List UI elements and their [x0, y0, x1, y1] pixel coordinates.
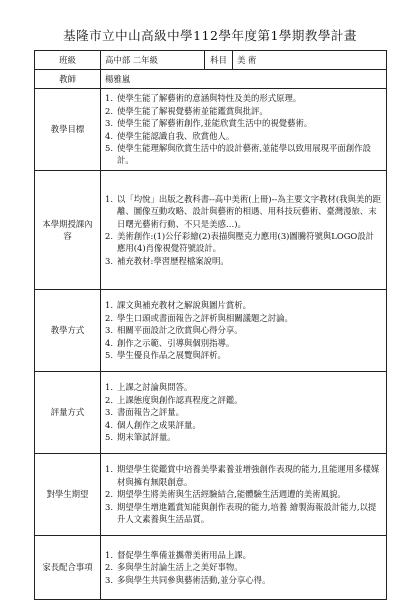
list-item — [105, 419, 382, 431]
section-label: 本學期授課內容 — [35, 171, 101, 290]
section-row — [35, 454, 387, 536]
item-number: 3. — [105, 325, 113, 336]
section-item-list — [105, 549, 382, 586]
item-text: 課文與補充教材之解說與圖片賞析。 — [117, 300, 251, 311]
list-item — [105, 501, 382, 526]
item-number: 2. — [105, 231, 113, 241]
section-label: 對學生期望 — [35, 454, 101, 536]
item-number: 1. — [105, 193, 113, 204]
list-item — [105, 337, 382, 349]
item-text: 使學生能認識自我、欣賞他人。 — [117, 130, 235, 141]
item-number: 5. — [105, 142, 113, 153]
item-text: 使學生能了解藝術的意涵與特性及美的形式原理。 — [117, 93, 302, 104]
list-item — [105, 230, 382, 255]
item-text: 個人創作之成果評量。 — [117, 419, 201, 430]
item-number: 2. — [105, 312, 113, 323]
item-number: 3. — [105, 118, 113, 129]
item-number: 1. — [105, 300, 113, 311]
list-item — [105, 463, 382, 488]
list-item — [105, 549, 382, 561]
teacher-row — [35, 70, 387, 89]
item-number: 2. — [105, 489, 113, 500]
item-text: 期望學生將美術與生活經驗結合,能體驗生活週遭的美術風貌。 — [117, 489, 346, 500]
section-content — [101, 372, 387, 454]
item-number: 3. — [105, 407, 113, 418]
list-item — [105, 431, 382, 443]
item-text: 多與學生討論生活上之美好事物。 — [117, 562, 243, 573]
item-text: 學生口頭或書面報告之評析與相關議題之討論。 — [117, 312, 293, 323]
item-text: 期望學生增進鑑賞知能與創作表現的能力,培養 繪製海報設計能力,以提升人文素養與生活品質。 — [117, 501, 377, 525]
section-row — [35, 290, 387, 372]
item-number: 4. — [105, 337, 113, 348]
item-number: 1. — [105, 382, 113, 393]
section-item-list — [105, 193, 382, 267]
teacher-value: 楊雅嵐 — [101, 70, 387, 89]
item-number: 2. — [105, 394, 113, 405]
section-label: 教學目標 — [35, 89, 101, 171]
list-item — [105, 299, 382, 311]
subject-label: 科目 — [205, 51, 233, 70]
item-text: 使學生能理解與欣賞生活中的設計藝術,並能學以致用展現平面創作設計。 — [117, 142, 371, 166]
list-item — [105, 488, 382, 500]
item-number: 1. — [105, 464, 113, 475]
item-text: 學生優良作品之展覽與評析。 — [117, 350, 226, 361]
item-number: 2. — [105, 105, 113, 116]
item-number: 4. — [105, 419, 113, 430]
section-row — [35, 171, 387, 290]
item-text: 補充教材:學習歷程檔案說明。 — [117, 255, 229, 266]
list-item — [105, 130, 382, 142]
item-text: 使學生能了解視覺藝術並能鑑賞與批評。 — [117, 105, 268, 116]
item-text: 書面報告之評量。 — [117, 407, 184, 418]
section-row — [35, 372, 387, 454]
list-item — [105, 349, 382, 361]
subject-value: 美 術 — [233, 51, 387, 70]
teaching-plan-table — [34, 50, 387, 600]
item-number: 5. — [105, 350, 113, 361]
section-item-list — [105, 463, 382, 525]
class-label: 班級 — [35, 51, 101, 70]
list-item — [105, 312, 382, 324]
item-number: 1. — [105, 93, 113, 104]
item-number: 4. — [105, 130, 113, 141]
section-label: 評量方式 — [35, 372, 101, 454]
item-number: 5. — [105, 432, 113, 443]
list-item — [105, 574, 382, 586]
section-item-list — [105, 299, 382, 361]
list-item — [105, 324, 382, 336]
document-title: 基隆市立中山高級中學112學年度第1學期教學計畫 — [63, 28, 357, 43]
item-text: 使學生能了解藝術創作,並能欣賞生活中的視覺藝術。 — [117, 118, 313, 129]
item-number: 3. — [105, 501, 113, 512]
section-item-list — [105, 381, 382, 443]
list-item — [105, 142, 382, 167]
item-text: 相關平面設計之欣賞與心得分享。 — [117, 325, 243, 336]
item-text: 上課態度與創作認真程度之評鑑。 — [117, 394, 243, 405]
item-number: 2. — [105, 562, 113, 573]
item-text: 期末筆試評量。 — [117, 432, 176, 443]
item-number: 1. — [105, 549, 113, 560]
class-row — [35, 51, 387, 70]
section-content — [101, 290, 387, 372]
section-content — [101, 536, 387, 600]
item-text: 督促學生準備並攜帶美術用品上課。 — [117, 549, 251, 560]
item-number: 3. — [105, 574, 113, 585]
list-item — [105, 394, 382, 406]
section-item-list — [105, 92, 382, 166]
list-item — [105, 381, 382, 393]
list-item — [105, 92, 382, 104]
section-label: 家長配合事項 — [35, 536, 101, 600]
item-text: 以「均悅」出版之教科書--高中美術(上冊)--為主要文字教材(我與美的距離、圖像互動攻略、設計與藝術的相遇、用科技玩藝術、臺灣漫旅、末日曙光藝術行動、不只是美感…)。 — [117, 193, 381, 229]
list-item — [105, 255, 382, 267]
section-content — [101, 171, 387, 290]
list-item — [105, 193, 382, 230]
section-label: 教學方式 — [35, 290, 101, 372]
item-number: 3. — [105, 255, 113, 266]
class-value: 高中部 二年級 — [101, 51, 205, 70]
list-item — [105, 406, 382, 418]
item-text: 創作之示範、引導與個別指導。 — [117, 337, 235, 348]
item-text: 美術創作:(1)公仔彩繪(2)表描與壓克力應用(3)圖騰符號與LOGO設計應用(4)肖像視覺符號設計。 — [117, 231, 375, 254]
item-text: 上課之討論與問答。 — [117, 382, 193, 393]
list-item — [105, 561, 382, 573]
section-row — [35, 89, 387, 171]
item-text: 多與學生共同參與藝術活動,並分享心得。 — [117, 574, 271, 585]
section-row — [35, 536, 387, 600]
section-content — [101, 454, 387, 536]
teacher-label: 教師 — [35, 70, 101, 89]
section-content — [101, 89, 387, 171]
list-item — [105, 105, 382, 117]
list-item — [105, 117, 382, 129]
item-text: 期望學生從鑑賞中培養美學素養並增強創作表現的能力,且能運用多樣媒材與擁有無限創意。 — [117, 464, 380, 487]
